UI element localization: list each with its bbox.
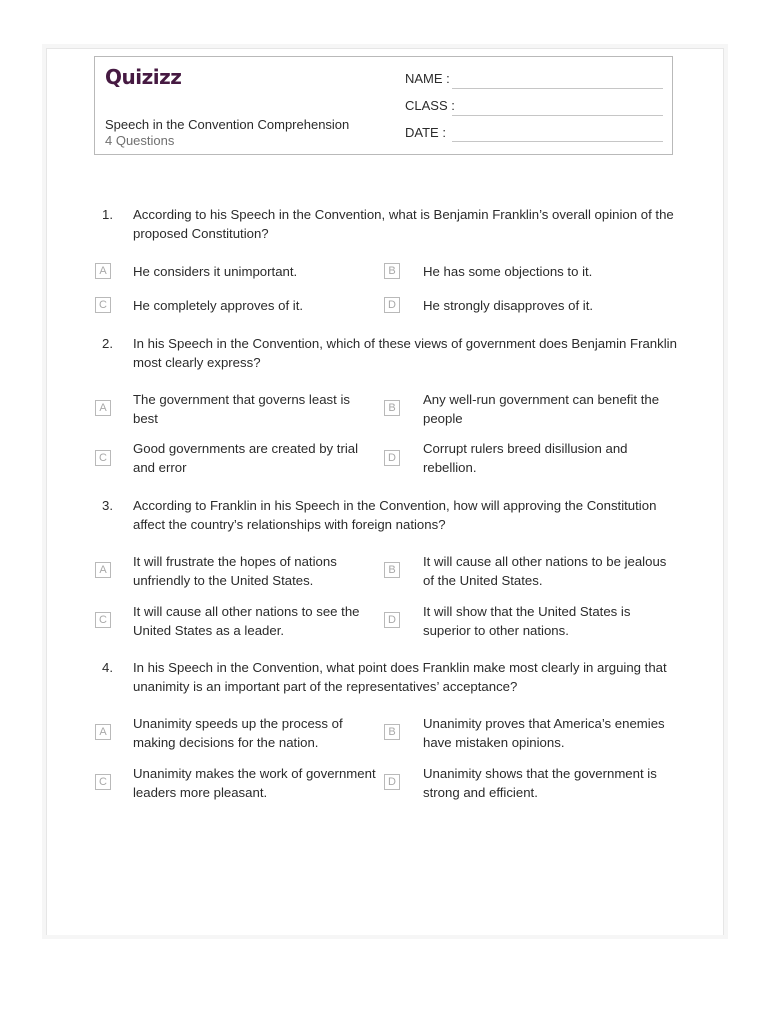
option-text: It will frustrate the hopes of nations unfriendly to the United States. xyxy=(133,554,337,588)
question-text: According to his Speech in the Convention, what is Benjamin Franklin’s overall opinion of the proposed Constitution? xyxy=(133,207,674,241)
option-letter[interactable]: A xyxy=(95,724,111,740)
question-text: According to Franklin in his Speech in the Convention, how will approving the Constitution affect the country’s relationships with foreign nations? xyxy=(133,498,657,532)
question-number: 4. xyxy=(102,660,113,675)
option-letter[interactable]: B xyxy=(384,400,400,416)
option-letter[interactable]: B xyxy=(384,263,400,279)
question-number: 3. xyxy=(102,498,113,513)
option-text: Unanimity speeds up the process of making decisions for the nation. xyxy=(133,716,343,750)
question-count: 4 Questions xyxy=(105,133,175,148)
option-text: Corrupt rulers breed disillusion and rebellion. xyxy=(423,441,628,475)
worksheet-header xyxy=(94,56,673,155)
option-text: It will cause all other nations to see the United States as a leader. xyxy=(133,604,360,638)
option-letter[interactable]: D xyxy=(384,297,400,313)
option-letter[interactable]: C xyxy=(95,774,111,790)
option-text: Good governments are created by trial and error xyxy=(133,441,359,475)
option-text: It will cause all other nations to be jealous of the United States. xyxy=(423,554,667,588)
name-label: NAME : xyxy=(405,71,450,86)
name-line[interactable] xyxy=(452,88,663,89)
option-letter[interactable]: D xyxy=(384,612,400,628)
option-letter[interactable]: D xyxy=(384,450,400,466)
quiz-title: Speech in the Convention Comprehension xyxy=(105,117,350,132)
question-number: 1. xyxy=(102,207,113,222)
class-line[interactable] xyxy=(452,115,663,116)
date-line[interactable] xyxy=(452,141,663,142)
option-letter[interactable]: C xyxy=(95,450,111,466)
date-label: DATE : xyxy=(405,125,446,140)
question-number: 2. xyxy=(102,336,113,351)
class-label: CLASS : xyxy=(405,98,455,113)
option-text: He completely approves of it. xyxy=(133,298,304,313)
option-letter[interactable]: C xyxy=(95,612,111,628)
option-letter[interactable]: A xyxy=(95,562,111,578)
option-text: Unanimity makes the work of government leaders more pleasant. xyxy=(133,766,376,800)
quizizz-logo: Quizizz xyxy=(105,65,182,89)
option-text: He considers it unimportant. xyxy=(133,264,298,279)
option-letter[interactable]: B xyxy=(384,724,400,740)
option-letter[interactable]: D xyxy=(384,774,400,790)
question-text: In his Speech in the Convention, which of these views of government does Benjamin Franklin most clearly express? xyxy=(133,336,677,370)
option-letter[interactable]: C xyxy=(95,297,111,313)
option-text: Unanimity shows that the government is strong and efficient. xyxy=(423,766,657,800)
option-text: The government that governs least is best xyxy=(133,392,350,426)
option-letter[interactable]: A xyxy=(95,400,111,416)
question-text: In his Speech in the Convention, what point does Franklin make most clearly in arguing that unanimity is an important part of the representatives’ acceptance? xyxy=(133,660,667,694)
option-text: Unanimity proves that America’s enemies have mistaken opinions. xyxy=(423,716,665,750)
option-text: He has some objections to it. xyxy=(423,264,593,279)
option-text: It will show that the United States is superior to other nations. xyxy=(423,604,631,638)
option-letter[interactable]: B xyxy=(384,562,400,578)
option-letter[interactable]: A xyxy=(95,263,111,279)
option-text: Any well-run government can benefit the people xyxy=(423,392,660,426)
option-text: He strongly disapproves of it. xyxy=(423,298,594,313)
